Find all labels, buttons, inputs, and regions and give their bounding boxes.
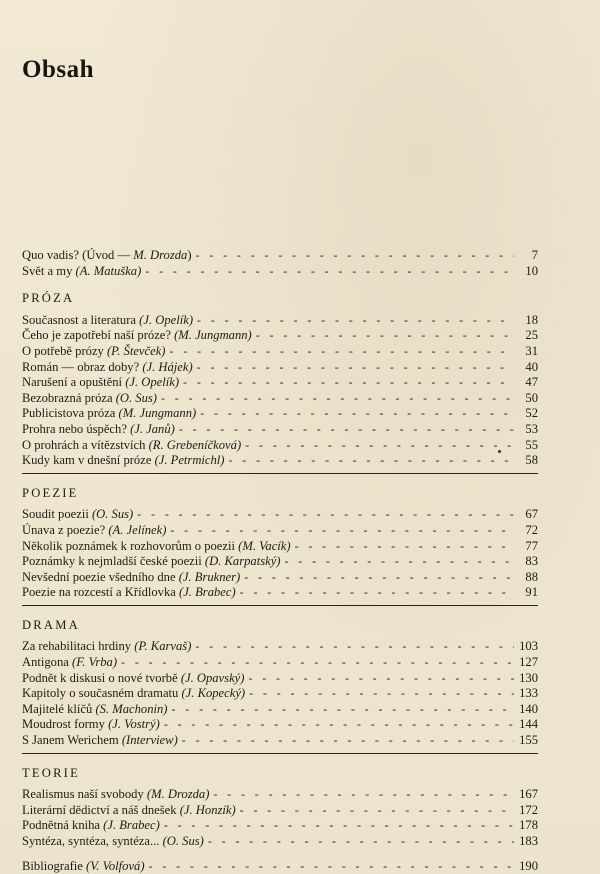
toc-entry[interactable]: Několik poznámek k rozhovorům o poezii (M. Vacík) - - - 77: [22, 539, 538, 555]
page-title: Obsah: [22, 56, 94, 83]
page-number: 83: [525, 554, 538, 569]
page-number: 88: [525, 569, 538, 584]
page-number: 172: [519, 802, 538, 817]
dot-leader: [229, 453, 515, 469]
toc-entry[interactable]: Antigona (F. Vrba) - - - 127: [22, 655, 538, 671]
entry-label: Svět a my (A. Matuška): [22, 263, 142, 278]
page-number: 55: [525, 437, 538, 452]
toc-entry[interactable]: Soudit poezii (O. Sus) - - - 67: [22, 507, 538, 523]
toc-entry[interactable]: [22, 264, 538, 280]
dot-leader: [161, 391, 514, 407]
toc-entry[interactable]: Narušení a opuštění (J. Opelík) - - - 47: [22, 375, 538, 391]
dot-leader: [182, 733, 514, 749]
dot-leader: [169, 344, 514, 360]
dot-leader: [284, 554, 514, 570]
dot-leader: [196, 248, 514, 264]
page-number: 25: [525, 328, 538, 343]
page-number: 130: [519, 670, 538, 685]
page-number: 18: [525, 312, 538, 327]
dot-leader: [213, 787, 514, 803]
dot-leader: [208, 834, 514, 850]
dot-leader: [244, 570, 514, 586]
toc-entry[interactable]: Moudrost formy (J. Vostrý) - - - 144: [22, 717, 538, 733]
page-number: 52: [525, 406, 538, 421]
toc-entry[interactable]: Podnětná kniha (J. Brabec) - - - 178: [22, 818, 538, 834]
section-heading-proza: PRÓZA: [22, 291, 75, 306]
page-number: 127: [519, 655, 538, 670]
dot-leader: [164, 717, 514, 733]
dot-leader: [195, 639, 514, 655]
toc-entry[interactable]: O potřebě prózy (P. Števček) - - - 31: [22, 344, 538, 360]
page-number: 178: [519, 818, 538, 833]
toc-entry[interactable]: Realismus naší svobody (M. Drozda) - - - 167: [22, 787, 538, 803]
dot-leader: [256, 328, 514, 344]
dot-leader: [249, 686, 514, 702]
page-number: 31: [525, 343, 538, 358]
page-number: 10: [525, 263, 538, 278]
dot-leader: [145, 264, 514, 280]
page-number: 50: [525, 390, 538, 405]
toc-entry[interactable]: O prohrách a vítězstvích (R. Grebeníčková) - - - 55: [22, 438, 538, 454]
toc-entry[interactable]: Za rehabilitaci hrdiny (P. Karvaš) - - - 103: [22, 639, 538, 655]
page-number: 167: [519, 787, 538, 802]
page-number: 103: [519, 639, 538, 654]
page-number: 190: [519, 858, 538, 873]
toc-entry[interactable]: Nevšední poezie všedního dne (J. Brukner) - - - 88: [22, 570, 538, 586]
page-number: 72: [525, 522, 538, 537]
dot-leader: [137, 507, 514, 523]
section-heading-drama: DRAMA: [22, 617, 80, 632]
page-number: 140: [519, 701, 538, 716]
page-number: 7: [531, 248, 538, 262]
entry-label: Quo vadis? (Úvod — M. Drozda): [22, 248, 192, 262]
page-number: 67: [525, 507, 538, 522]
section-divider: [22, 473, 538, 474]
dot-leader: [172, 702, 515, 718]
toc-entry[interactable]: Prohra nebo úspěch? (J. Janů) - - - 53: [22, 422, 538, 438]
page-number: 183: [519, 834, 538, 848]
page-number: 53: [525, 421, 538, 436]
toc-entry[interactable]: Poznámky k nejmladší české poezii (D. Karpatský) - - - 83: [22, 554, 538, 570]
dot-leader: [170, 523, 514, 539]
toc-entry[interactable]: Únava z poezie? (A. Jelínek) - - - 72: [22, 523, 538, 539]
toc-entry[interactable]: Čeho je zapotřebí naší próze? (M. Jungmann) - - - 25: [22, 328, 538, 344]
toc-entry[interactable]: Poezie na rozcestí a Křídlovka (J. Brabec) - - - 91: [22, 585, 538, 601]
dot-leader: [197, 360, 514, 376]
page-number: 77: [525, 538, 538, 553]
dot-leader: [295, 539, 514, 555]
toc-entry[interactable]: Publicistova próza (M. Jungmann) - - - 52: [22, 406, 538, 422]
dot-leader: [121, 655, 514, 671]
dot-leader: [149, 859, 514, 874]
page-number: 133: [519, 686, 538, 701]
toc-entry[interactable]: Kudy kam v dnešní próze (J. Petrmichl) - - - 58: [22, 453, 538, 469]
toc-entry[interactable]: Syntéza, syntéza, syntéza... (O. Sus) - - - 183: [22, 834, 538, 850]
toc-entry[interactable]: [22, 248, 538, 264]
toc-entry-bibliography[interactable]: Bibliografie (V. Volfová) - - - 190: [22, 859, 538, 874]
dot-leader: [240, 803, 514, 819]
toc-entry[interactable]: Podnět k diskusi o nové tvorbě (J. Opavský) - - - 130: [22, 671, 538, 687]
dot-leader: [200, 406, 514, 422]
dot-leader: [197, 313, 514, 329]
page-number: 40: [525, 359, 538, 374]
page-number: 58: [525, 453, 538, 468]
ink-speck: [498, 450, 501, 453]
page-number: 155: [519, 733, 538, 748]
toc-entry[interactable]: Současnost a literatura (J. Opelík) - - - 18: [22, 313, 538, 329]
page-number: 91: [525, 585, 538, 600]
toc-entry[interactable]: Bezobrazná próza (O. Sus) - - - 50: [22, 391, 538, 407]
section-heading-poezie: POEZIE: [22, 485, 79, 500]
dot-leader: [245, 438, 514, 454]
dot-leader: [164, 818, 514, 834]
page-number: 47: [525, 375, 538, 390]
dot-leader: [240, 585, 514, 601]
toc-entry[interactable]: Kapitoly o současném dramatu (J. Kopecký) - - - 133: [22, 686, 538, 702]
section-divider: [22, 605, 538, 606]
toc-entry[interactable]: S Janem Werichem (Interview) - - - 155: [22, 733, 538, 749]
toc-entry[interactable]: Majitelé klíčů (S. Machonin) - - - 140: [22, 702, 538, 718]
dot-leader: [179, 422, 514, 438]
page-number: 144: [519, 717, 538, 732]
table-of-contents: [22, 248, 538, 874]
dot-leader: [248, 671, 514, 687]
section-heading-teorie: TEORIE: [22, 765, 80, 780]
dot-leader: [183, 375, 514, 391]
section-divider: [22, 753, 538, 754]
toc-entry[interactable]: Román — obraz doby? (J. Hájek) - - - 40: [22, 360, 538, 376]
toc-entry[interactable]: Literární dědictví a náš dnešek (J. Honzík) - - - 172: [22, 803, 538, 819]
